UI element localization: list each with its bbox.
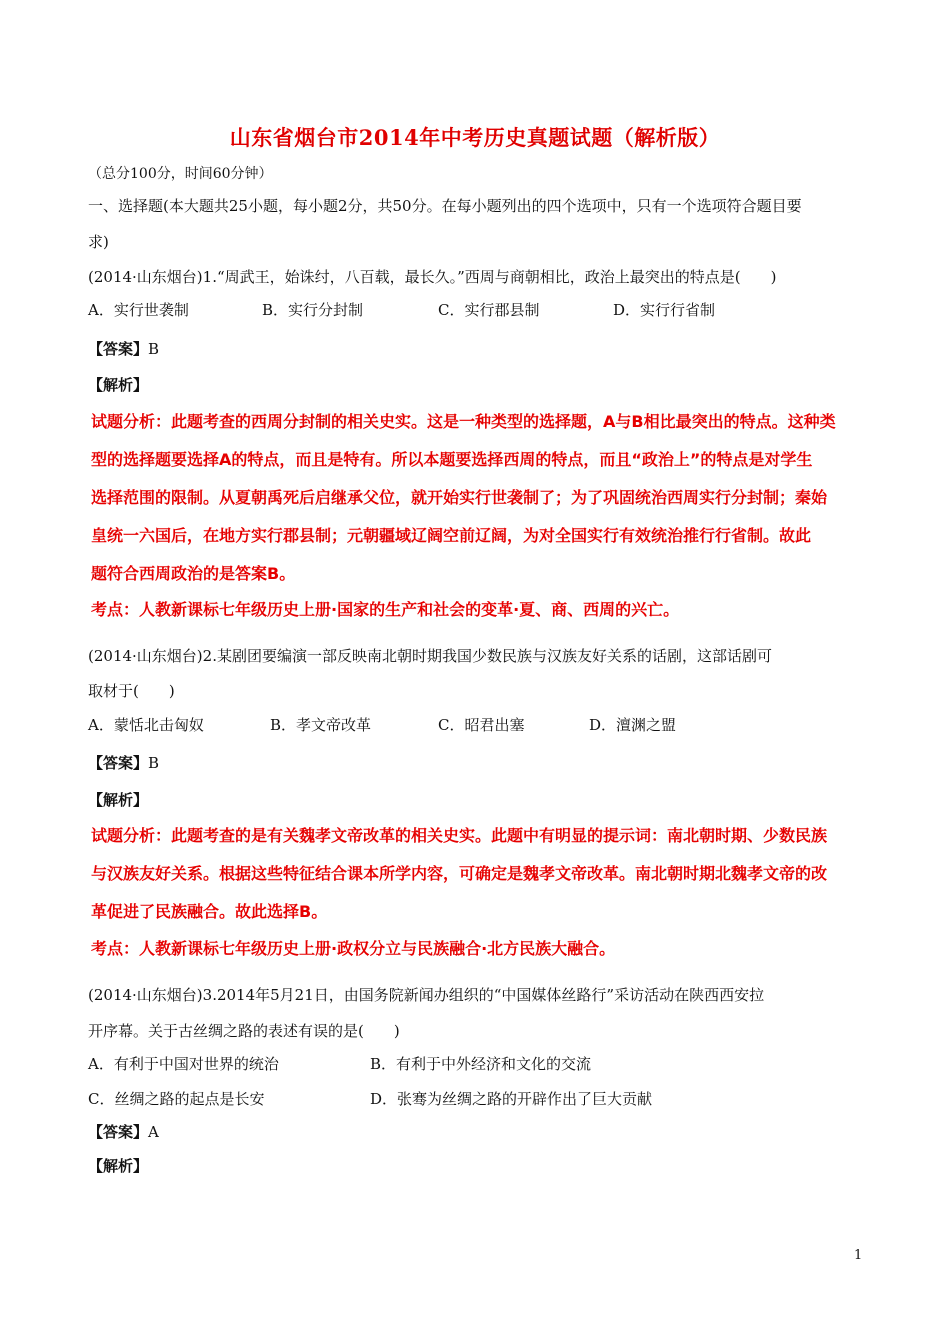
q3-answer-value: A	[148, 1123, 159, 1141]
question-3-stem-cont: 开序幕。关于古丝绸之路的表述有误的是( )	[88, 1022, 400, 1040]
question-1-stem: (2014·山东烟台)1.“周武王，始诛纣，八百载，最长久。”西周与商朝相比，政治上最突出的特点是( )	[88, 268, 777, 286]
q3-option-a: A．有利于中国对世界的统治	[88, 1055, 279, 1073]
q2-answer-value: B	[148, 754, 160, 772]
q2-option-a: A．蒙恬北击匈奴	[88, 716, 204, 734]
q2-analysis-line: 试题分析：此题考查的是有关魏孝文帝改革的相关史实。此题中有明显的提示词：南北朝时期、少数民族	[91, 826, 828, 845]
q2-answer-label: 【答案】B	[88, 754, 160, 772]
q1-analysis-line: 型的选择题要选择A的特点，而且是特有。所以本题要选择西周的特点，而且“政治上”的特点是对学生	[91, 450, 813, 469]
q1-option-c: C．实行郡县制	[438, 301, 540, 319]
q3-option-b: B．有利于中外经济和文化的交流	[370, 1055, 592, 1073]
exam-meta: （总分100分，时间60分钟）	[88, 166, 273, 182]
q1-option-a: A．实行世袭制	[88, 301, 189, 319]
question-3-stem: (2014·山东烟台)3.2014年5月21日，由国务院新闻办组织的“中国媒体丝路行”采访活动在陕西西安拉	[88, 986, 765, 1004]
q3-analysis-label: 【解析】	[88, 1157, 149, 1175]
q2-option-d: D．澶渊之盟	[589, 716, 677, 734]
q2-option-b: B．孝文帝改革	[270, 716, 372, 734]
q1-option-b: B．实行分封制	[262, 301, 364, 319]
q3-option-c: C．丝绸之路的起点是长安	[88, 1090, 265, 1108]
q2-knowledge-point: 考点：人教新课标七年级历史上册·政权分立与民族融合·北方民族大融合。	[91, 939, 616, 958]
page-number: 1	[854, 1248, 863, 1263]
q1-answer-label: 【答案】B	[88, 340, 160, 358]
q2-analysis-line: 与汉族友好关系。根据这些特征结合课本所学内容，可确定是魏孝文帝改革。南北朝时期北魏孝文帝的改	[91, 864, 828, 883]
q1-knowledge-point: 考点：人教新课标七年级历史上册·国家的生产和社会的变革·夏、商、西周的兴亡。	[91, 600, 680, 619]
q1-analysis-line: 试题分析：此题考查的西周分封制的相关史实。这是一种类型的选择题，A与B相比最突出的特点。这种类	[91, 412, 836, 431]
q1-analysis-line: 皇统一六国后，在地方实行郡县制；元朝疆域辽阔空前辽阔，为对全国实行有效统治推行行省制。故此	[91, 526, 812, 545]
q1-analysis-label: 【解析】	[88, 376, 149, 394]
q3-option-d: D．张骞为丝绸之路的开辟作出了巨大贡献	[370, 1090, 653, 1108]
q1-option-d: D．实行行省制	[613, 301, 716, 319]
section-heading-cont: 求)	[88, 233, 109, 251]
page-title: 山东省烟台市2014年中考历史真题试题（解析版）	[229, 125, 721, 150]
q2-analysis-label: 【解析】	[88, 791, 149, 809]
section-heading: 一、选择题(本大题共25小题，每小题2分，共50分。在每小题列出的四个选项中，只有一个选项符合题目要	[88, 197, 802, 215]
q1-analysis-line: 选择范围的限制。从夏朝禹死后启继承父位，就开始实行世袭制了；为了巩固统治西周实行分封制；秦始	[91, 488, 828, 507]
question-2-stem: (2014·山东烟台)2.某剧团要编演一部反映南北朝时期我国少数民族与汉族友好关系的话剧，这部话剧可	[88, 647, 772, 665]
q2-analysis-line: 革促进了民族融合。故此选择B。	[91, 902, 328, 921]
q3-answer-label: 【答案】A	[88, 1123, 159, 1141]
q1-answer-value: B	[148, 340, 160, 358]
q1-analysis-line: 题符合西周政治的是答案B。	[91, 564, 296, 583]
question-2-stem-cont: 取材于( )	[88, 682, 175, 700]
q2-option-c: C．昭君出塞	[438, 716, 525, 734]
